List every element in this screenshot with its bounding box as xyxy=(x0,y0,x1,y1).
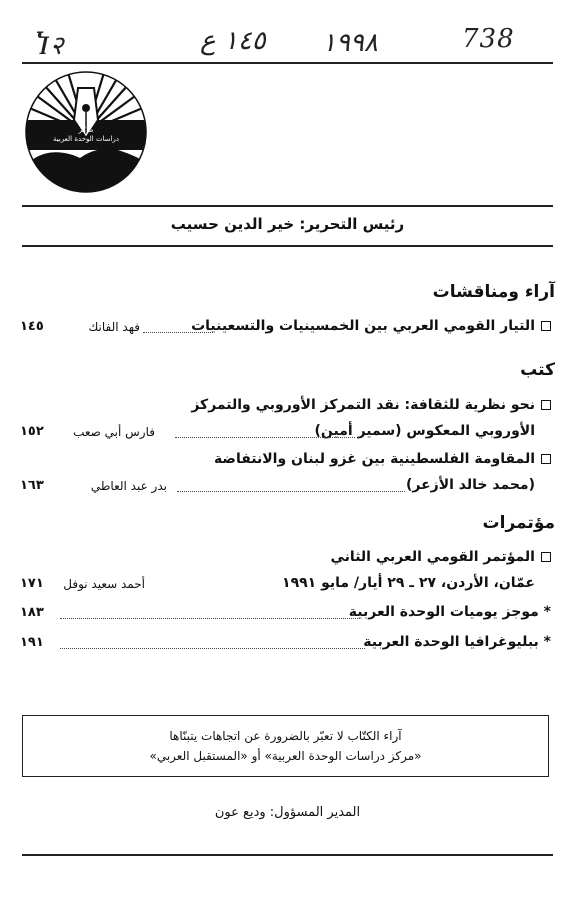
editor-top-rule xyxy=(22,205,553,207)
toc-entry-continuation[interactable] xyxy=(20,477,555,501)
managing-director: المدير المسؤول: وديع عون xyxy=(214,805,361,820)
disclaimer-box xyxy=(22,715,549,777)
handwritten-number: 738 xyxy=(462,24,515,54)
section-title-conferences: مؤتمرات xyxy=(482,513,555,533)
checkbox-icon xyxy=(541,454,551,464)
logo-text-line1: مركز xyxy=(78,126,94,134)
checkbox-icon xyxy=(541,400,551,410)
logo-text xyxy=(26,126,146,144)
toc-entry-title: * ببليوغرافيا الوحدة العربية xyxy=(363,634,551,650)
editor-in-chief: رئيس التحرير: خير الدين حسيب xyxy=(170,215,405,233)
handwritten-issue: ١٤٥ ع xyxy=(200,26,266,56)
toc-entry[interactable] xyxy=(20,397,555,421)
toc-entry-title: المقاومة الفلسطينية بين غزو لبنان والانتفاضة xyxy=(214,451,551,467)
disclaimer-line2: «مركز دراسات الوحدة العربية» أو «المستقبل العربي» xyxy=(149,749,422,763)
toc-entry-title: المؤتمر القومي العربي الثاني xyxy=(331,549,551,565)
toc-entry[interactable] xyxy=(20,549,555,573)
handwritten-mark: Ⴈ२ xyxy=(34,31,65,61)
toc-entry-title: التيار القومي العربي بين الخمسينيات والتسعينيات xyxy=(191,318,551,334)
toc-entry-title-line2: الأوروبي المعكوس (سمير أمين) xyxy=(314,423,535,439)
toc-entry-page: ١٤٥ xyxy=(20,319,44,334)
toc-entry-page: ١٦٣ xyxy=(20,478,44,493)
section-title-opinions: آراء ومناقشات xyxy=(432,282,555,302)
toc-entry-page: ١٥٢ xyxy=(20,424,44,439)
leader-dots xyxy=(60,618,360,619)
checkbox-icon xyxy=(541,321,551,331)
toc-bullet-entry[interactable] xyxy=(20,604,555,628)
toc-bullet-entry[interactable] xyxy=(20,634,555,658)
toc-entry-page: ١٧١ xyxy=(20,576,44,591)
bottom-divider xyxy=(22,854,553,856)
disclaimer-line1: آراء الكتّاب لا تعبّر بالضرورة عن اتجاهات يتبنّاها xyxy=(169,729,402,743)
toc-entry-author: أحمد سعيد نوفل xyxy=(63,577,145,591)
toc-entry-title-line2: عمّان، الأردن، ٢٧ ـ ٢٩ أيار/ مايو ١٩٩١ xyxy=(282,575,535,591)
asterisk-icon: * xyxy=(538,604,551,620)
toc-entry[interactable] xyxy=(20,451,555,475)
leader-dots xyxy=(175,437,355,438)
toc-entry[interactable] xyxy=(20,318,555,342)
toc-entry-author: بدر عبد العاطي xyxy=(90,479,167,493)
leader-dots xyxy=(177,491,405,492)
toc-entry-author: فارس أبي صعب xyxy=(73,425,155,439)
toc-entry-continuation[interactable] xyxy=(20,575,555,599)
toc-entry-page: ١٩١ xyxy=(20,635,44,650)
checkbox-icon xyxy=(541,552,551,562)
leader-dots xyxy=(143,332,213,333)
leader-dots xyxy=(60,648,365,649)
editor-bottom-rule xyxy=(22,245,553,247)
toc-entry-author: فهد الفانك xyxy=(88,320,140,334)
asterisk-icon: * xyxy=(538,634,551,650)
logo-text-line2: دراسات الوحدة العربية xyxy=(53,135,119,143)
toc-entry-title-line2: (محمد خالد الأزعر) xyxy=(405,477,535,493)
center-logo xyxy=(18,68,154,196)
toc-entry-title: نحو نظرية للثقافة: نقد التمركز الأوروبي والتمركز xyxy=(191,397,551,413)
toc-entry-continuation[interactable] xyxy=(20,423,555,447)
handwritten-year: ١٩٩٨ xyxy=(322,28,378,58)
section-title-books: كتب xyxy=(520,360,555,380)
top-divider xyxy=(22,62,553,64)
toc-entry-title: * موجز يوميات الوحدة العربية xyxy=(348,604,551,620)
toc-entry-page: ١٨٣ xyxy=(20,605,44,620)
